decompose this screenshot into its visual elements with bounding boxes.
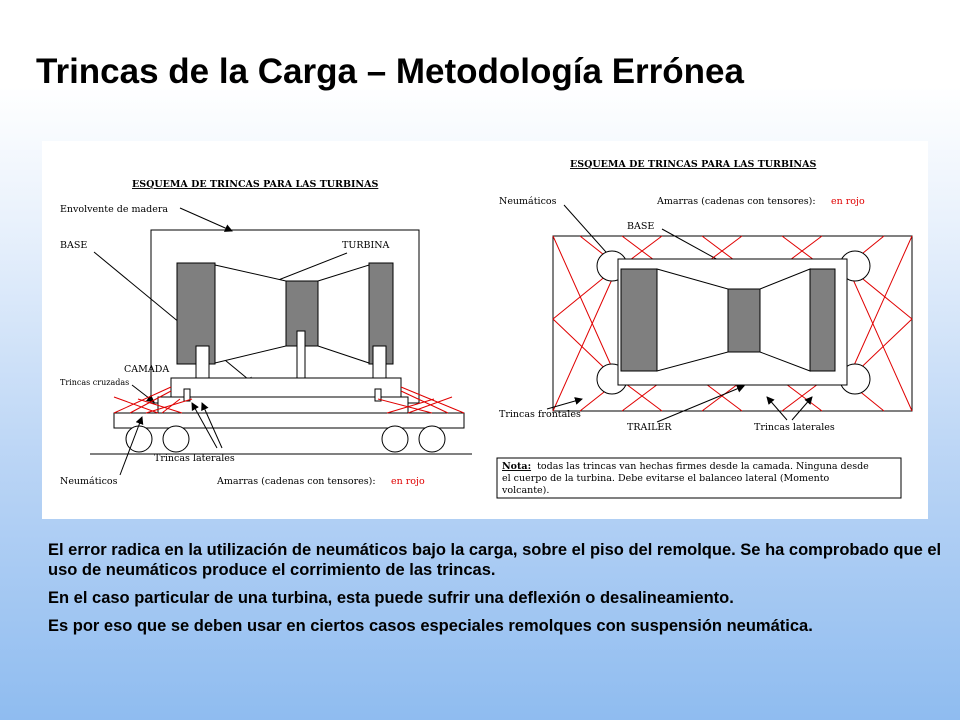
paragraph-error: El error radica en la utilización de neumáticos bajo la carga, sobre el piso del remolque. Se ha comprobado que el uso de neumáticos produce el corrimiento de las trincas. <box>48 541 942 579</box>
label-en-rojo-left: en rojo <box>391 476 425 487</box>
side-view-diagram <box>60 179 472 487</box>
label-amarras-left: Amarras (cadenas con tensores): <box>217 476 376 487</box>
body-text <box>48 540 948 644</box>
left-diagram-header: ESQUEMA DE TRINCAS PARA LAS TURBINAS <box>132 179 379 190</box>
turbine-top-right <box>810 269 835 371</box>
right-diagram-header: ESQUEMA DE TRINCAS PARA LAS TURBINAS <box>570 159 817 170</box>
label-envolvente: Envolvente de madera <box>60 204 169 215</box>
wheel <box>419 426 445 452</box>
wheel <box>163 426 189 452</box>
label-camada: CAMADA <box>124 364 170 375</box>
label-base: BASE <box>60 240 88 251</box>
label-trincas-laterales-right: Trincas laterales <box>754 422 835 433</box>
label-neumaticos-right: Neumáticos <box>499 196 557 207</box>
label-turbina: TURBINA <box>342 240 390 251</box>
label-base-right: BASE <box>627 221 655 232</box>
top-view-diagram <box>497 159 912 498</box>
label-amarras-right: Amarras (cadenas con tensores): <box>657 196 816 207</box>
label-en-rojo-right: en rojo <box>831 196 865 207</box>
turbine-top-left <box>621 269 657 371</box>
label-trincas-frontales: Trincas frontales <box>499 409 581 420</box>
label-trincas-laterales-left: Trincas laterales <box>154 453 235 464</box>
paragraph-turbine: En el caso particular de una turbina, esta puede sufrir una deflexión o desalineamiento. <box>48 589 734 607</box>
base-beam <box>171 378 401 397</box>
note-line-2: el cuerpo de la turbina. Debe evitarse el balanceo lateral (Momento <box>502 473 830 484</box>
lashing-diagrams <box>42 141 928 519</box>
note-text: Nota: todas las trincas van hechas firmes desde la camada. Ninguna desde <box>502 461 869 472</box>
camada <box>158 397 408 413</box>
diagram-panel <box>42 141 928 519</box>
slide-title: Trincas de la Carga – Metodología Errónea <box>36 52 744 91</box>
label-neumaticos-left: Neumáticos <box>60 476 118 487</box>
paragraph-solution: Es por eso que se deben usar en ciertos casos especiales remolques con suspensión neumática. <box>48 617 813 635</box>
trailer-deck <box>114 413 464 428</box>
note-line-3: volcante). <box>502 485 550 496</box>
label-trincas-cruzadas: Trincas cruzadas <box>60 378 130 387</box>
wheel <box>382 426 408 452</box>
label-trailer: TRAILER <box>627 422 672 433</box>
turbine-top-center <box>728 289 760 352</box>
